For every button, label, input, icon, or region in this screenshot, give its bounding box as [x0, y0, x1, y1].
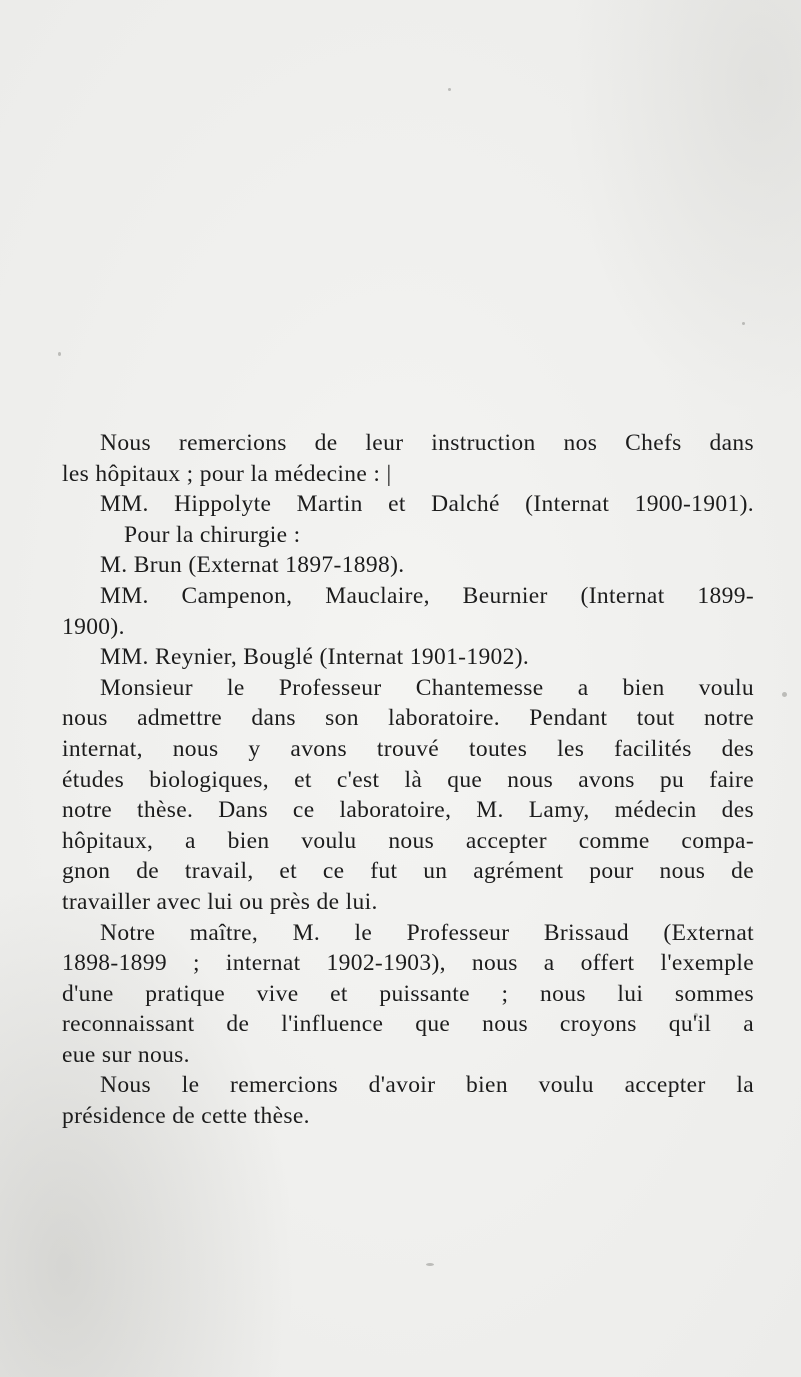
text-line: 1898-1899 ; internat 1902-1903), nous a offert l'exemple [62, 950, 754, 977]
text-line: Nous le remercions d'avoir bien voulu accepter la [100, 1072, 754, 1099]
text-line: les hôpitaux ; pour la médecine : | [62, 460, 392, 487]
text-line: reconnaissant de l'influence que nous croyons qu'il a [62, 1011, 754, 1038]
text-line: Pour la chirurgie : [124, 521, 301, 548]
text-line: études biologiques, et c'est là que nous avons pu faire [62, 766, 754, 793]
text-line: MM. Campenon, Mauclaire, Beurnier (Internat 1899- [100, 582, 754, 609]
text-line: Nous remercions de leur instruction nos Chefs dans [100, 430, 754, 456]
paper-speck [58, 352, 61, 356]
text-line: 1900). [62, 613, 125, 640]
text-line: d'une pratique vive et puissante ; nous lui sommes [62, 980, 754, 1007]
acknowledgements-text [52, 428, 754, 1132]
paper-speck [426, 1263, 434, 1266]
text-line: internat, nous y avons trouvé toutes les facilités des [62, 735, 754, 762]
text-line: notre thèse. Dans ce laboratoire, M. Lamy, médecin des [62, 797, 754, 824]
text-line: hôpitaux, a bien voulu nous accepter comme compa- [62, 827, 754, 854]
text-line: gnon de travail, et ce fut un agrément pour nous de [62, 858, 754, 885]
text-line: M. Brun (Externat 1897-1898). [100, 552, 405, 579]
text-line: travailler avec lui ou près de lui. [62, 888, 378, 915]
text-line: eue sur nous. [62, 1041, 190, 1068]
paper-speck [448, 88, 451, 91]
paper-speck [782, 692, 787, 697]
text-line: MM. Reynier, Bouglé (Internat 1901-1902). [100, 644, 530, 671]
text-line: Notre maître, M. le Professeur Brissaud (Externat [100, 919, 754, 946]
text-line: nous admettre dans son laboratoire. Pendant tout notre [62, 705, 754, 732]
text-line: MM. Hippolyte Martin et Dalché (Internat 1900-1901). [100, 491, 754, 518]
text-line: Monsieur le Professeur Chantemesse a bien voulu [100, 674, 754, 701]
paper-speck [742, 322, 745, 325]
text-line: présidence de cette thèse. [62, 1103, 310, 1130]
